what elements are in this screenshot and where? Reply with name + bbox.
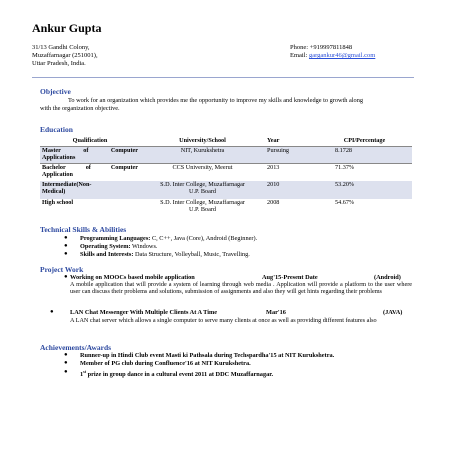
objective-text: To work for an organization which provides me the opportunity to improve my skills and knowledge to growth along with the organization objective. [40,97,363,112]
qualification-cell: High school [42,198,74,206]
bullet-icon: ● [64,251,68,257]
email-link[interactable]: gargankur46@gmail.com [308,52,376,59]
project-title: Working on MOOCs based mobile application [70,274,195,281]
year-cell: Pursuing [265,147,317,164]
year-cell: 2008 [267,198,280,206]
email-label: Email: [290,52,309,59]
school-cell: NIT, Kurukshetra [140,147,265,164]
education-heading: Education [40,125,73,134]
table-row [40,164,412,181]
bullet-icon: ● [64,274,68,280]
project-tech: (Android) [374,274,401,281]
column-header: Qualification [40,137,140,147]
achievement-item: 1st prize in group dance in a cultural event 2011 at DDC Muzaffarnagar. [80,369,274,379]
achievement-item: Member of PG club during Confluence'16 at NIT Kurukshetra. [80,360,251,367]
address-line-2: Muzaffarnagar (251001), [32,52,98,59]
skill-item: Programming Languages: C, C++, Java (Core), Android (Beginner). [80,235,258,242]
header-divider [32,77,414,78]
project-date: Mar'16 [266,309,286,316]
bullet-icon: ● [64,352,68,358]
cpi-cell: 53.20% [317,181,412,199]
achievements-heading: Achievements/Awards [40,343,112,352]
education-table [40,137,412,217]
candidate-name: Ankur Gupta [32,21,102,35]
skill-item: Operating System: Windows. [80,243,158,250]
projects-heading: Project Work [40,265,84,274]
table-row [40,199,412,217]
cpi-cell: 54.67% [335,198,355,206]
qualification-cell: Intermediate(Non- Medical) [40,181,140,199]
bullet-icon: ● [50,309,54,315]
cpi-cell: 71.37% [335,164,355,171]
project-date: Aug'15-Present Date [262,274,318,281]
column-header: University/School [140,137,265,147]
table-header-row [40,137,412,147]
school-cell: S.D. Inter College, Muzaffarnagar U.P. Board [140,181,265,199]
bullet-icon: ● [64,235,68,241]
school-cell: CCS University, Meerut [172,164,233,171]
column-header: CPI/Percentage [317,137,412,147]
skills-heading: Technical Skills & Abilities [40,225,127,234]
address-line-1: 31/13 Gandhi Colony, [32,44,90,51]
year-cell: 2010 [265,181,317,199]
qualification-cell: Bachelor of Computer Application [42,164,138,178]
project-title: LAN Chat Messenger With Multiple Clients At A Time [70,309,218,316]
year-cell: 2013 [267,164,280,171]
qualification-cell: Master of Computer Applications [40,147,140,164]
phone: Phone: +919997811848 [290,44,353,51]
table-row [40,181,412,199]
project-tech: (JAVA) [383,309,403,316]
email-row [290,52,375,60]
school-cell: S.D. Inter College, Muzaffarnagar U.P. Board [160,198,245,213]
achievement-item: Runner-up in Hindi Club event Masti ki Pathsala during Techspardha'15 at NIT Kurukshetra. [80,352,335,359]
address-line-3: Uttar Pradesh, India. [32,60,86,67]
column-header: Year [265,137,317,147]
bullet-icon: ● [64,369,68,375]
table-row [40,147,412,164]
bullet-icon: ● [64,360,68,366]
bullet-icon: ● [64,243,68,249]
skill-item: Skills and Interests: Data Structure, Volleyball, Music, Travelling. [80,251,250,258]
cpi-cell: 8.1728 [317,147,412,164]
project-description: A mobile application that will provide a system of learning through web media . Application will provide a platform to the user where user can discuss their problems and solutions, submission of assignments and also they will get hints regarding their problems [70,281,412,295]
project-description: A LAN chat server which allows a single computer to serve many clients at once as well as providing different features also [70,317,377,324]
objective-heading: Objective [40,87,71,96]
